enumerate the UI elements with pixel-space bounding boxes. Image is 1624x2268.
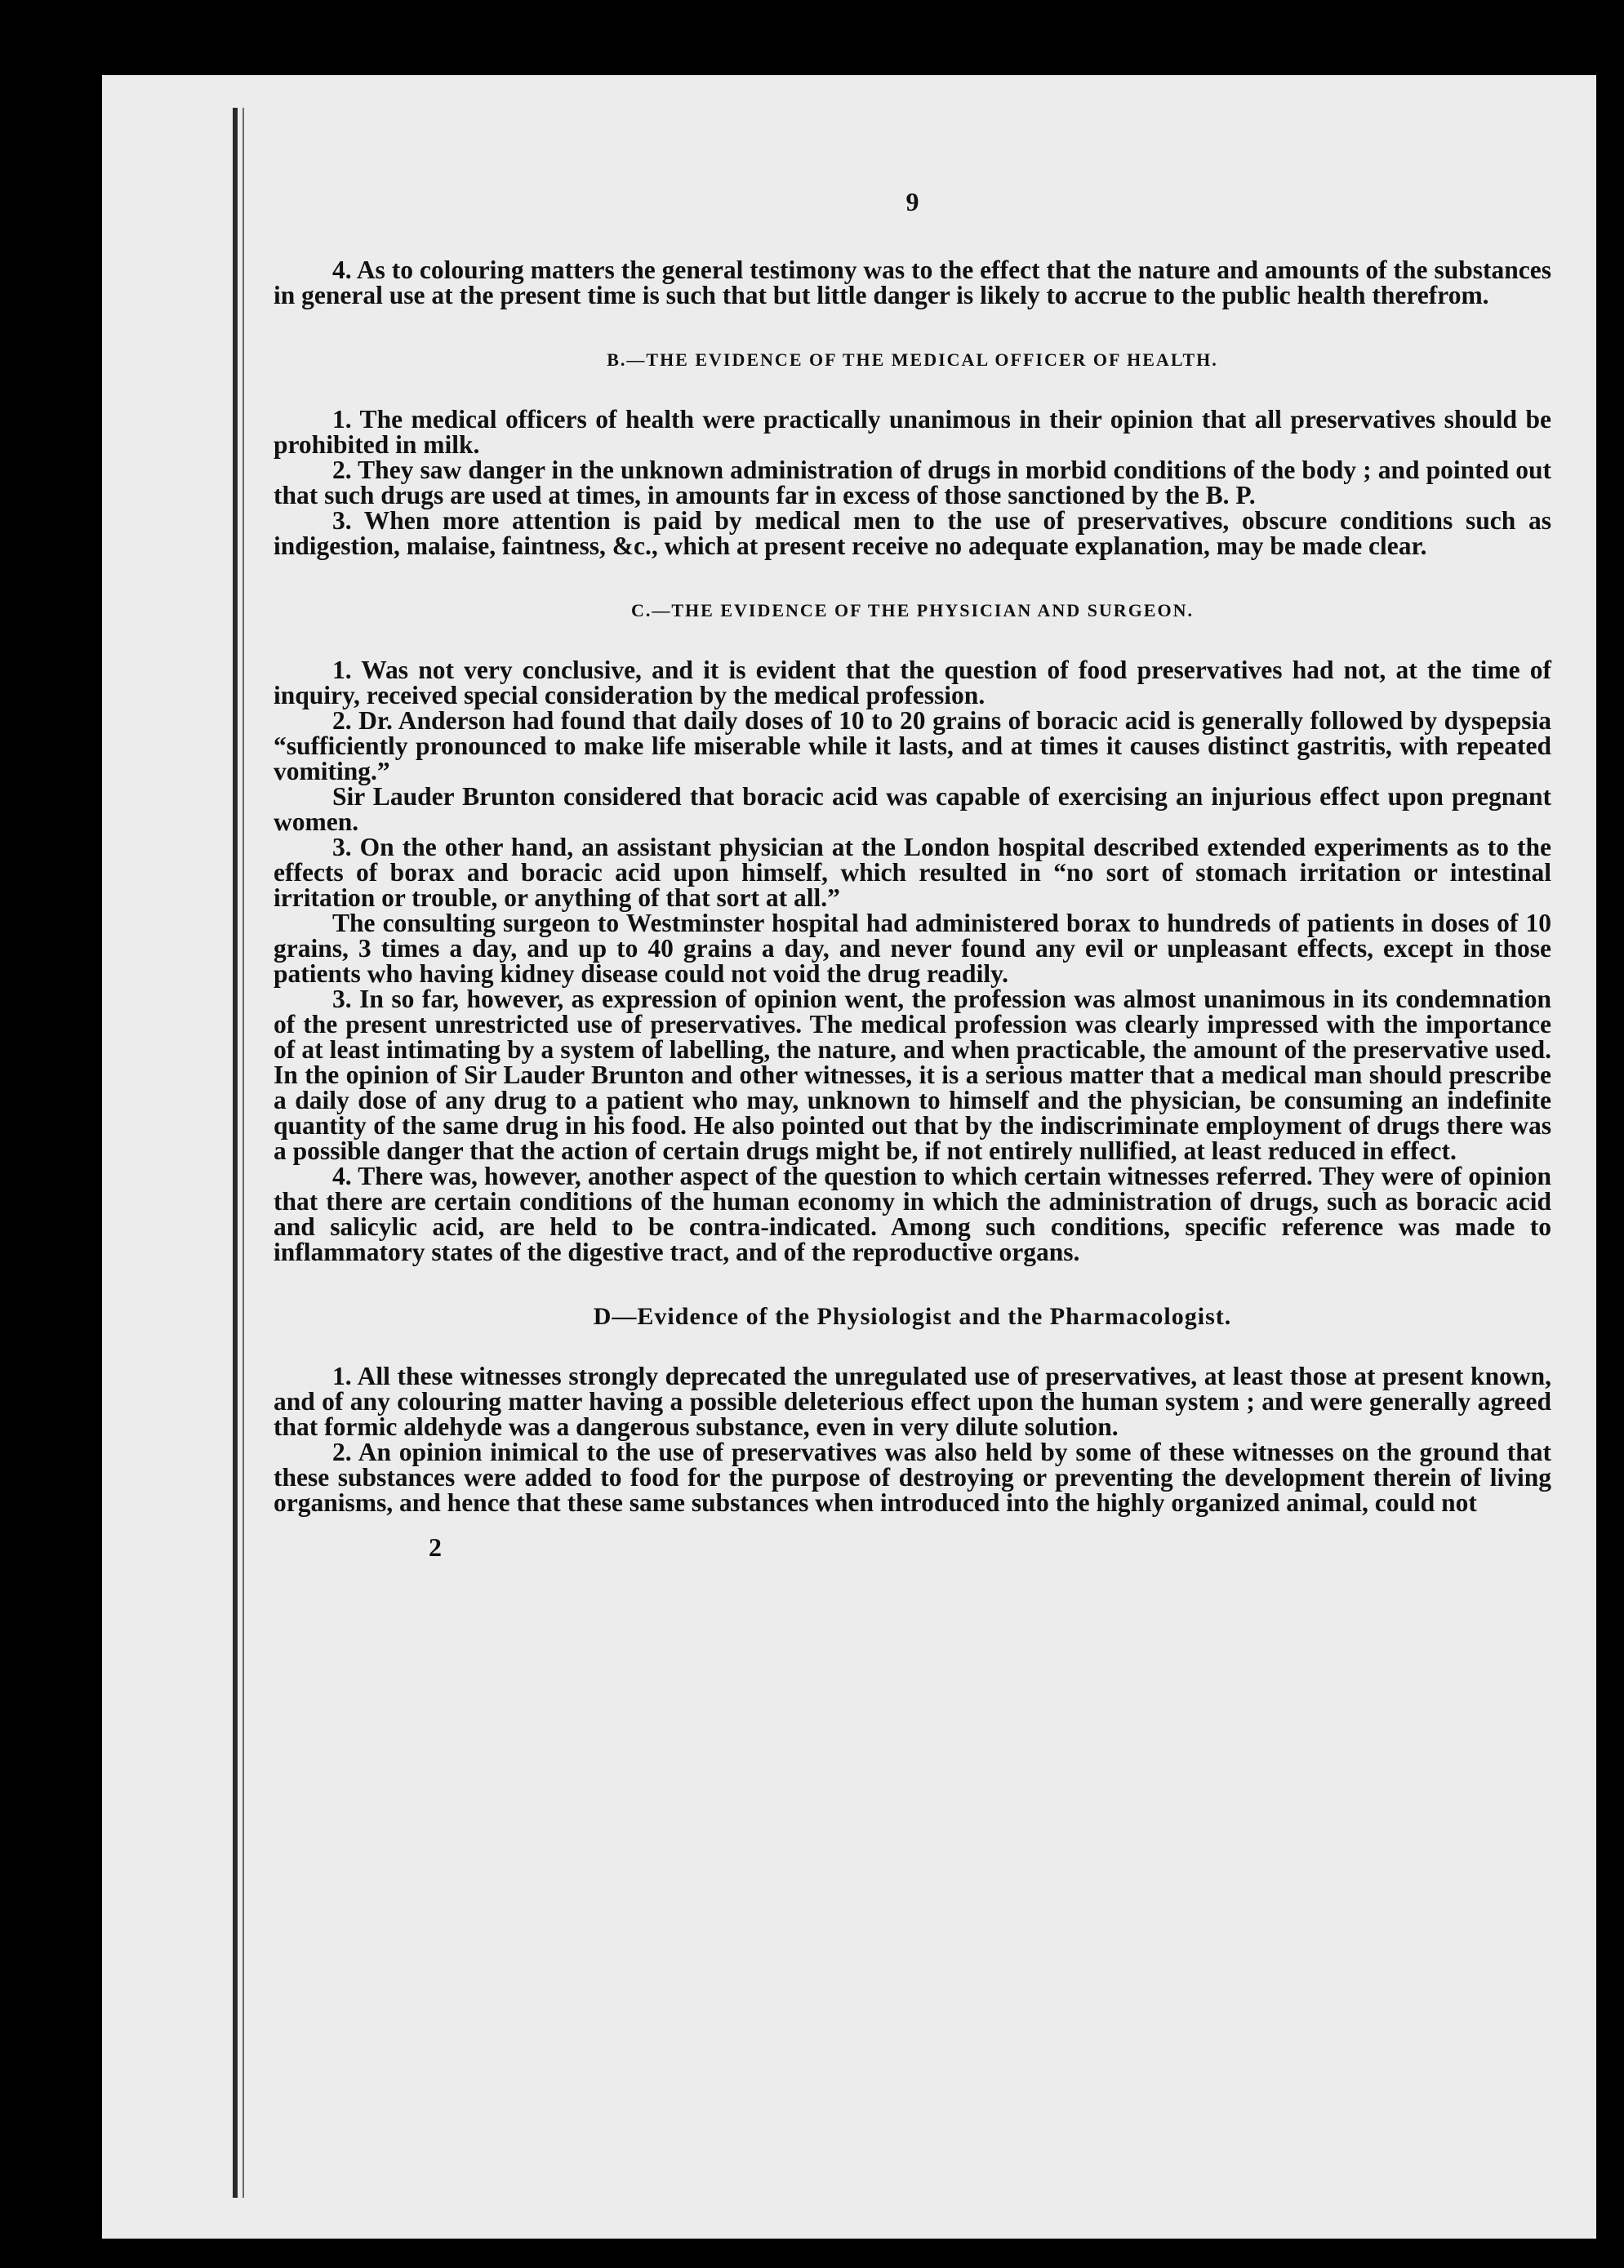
binding-edge-shadow bbox=[242, 108, 244, 2198]
section-b-paragraph: 1. The medical officers of health were practically unanimous in their opinion that all preservatives should be prohibited in milk. bbox=[274, 405, 1551, 459]
signature-mark: 2 bbox=[429, 1532, 442, 1562]
page-number: 9 bbox=[905, 187, 919, 216]
section-d-paragraph: 2. An opinion inimical to the use of preservatives was also held by some of these witnesses on the ground that these substances were added to food for the purpose of destroying or preventing the development therein of living organisms, and hence that these same substances when introduced into the highly organized animal, could not bbox=[274, 1438, 1551, 1517]
section-c-paragraph: 1. Was not very conclusive, and it is evident that the question of food preservatives had not, at the time of inquiry, received special consideration by the medical profession. bbox=[274, 656, 1551, 709]
section-d-paragraph: 1. All these witnesses strongly deprecated the unregulated use of preservatives, at least those at present known, and of any colouring matter having a possible deleterious effect upon the human system ; and were generally agreed that formic aldehyde was a dangerous substance, even in very dilute solution. bbox=[274, 1362, 1551, 1441]
section-d-heading: D—Evidence of the Physiologist and the Pharmacologist. bbox=[593, 1303, 1232, 1330]
section-c-paragraph: Sir Lauder Brunton considered that boracic acid was capable of exercising an injurious effect upon pregnant women. bbox=[274, 782, 1551, 836]
binding-edge bbox=[233, 108, 238, 2198]
section-b-paragraph: 3. When more attention is paid by medical men to the use of preservatives, obscure conditions such as indigestion, malaise, faintness, &c., which at present receive no adequate explanation, may be made clear. bbox=[274, 506, 1551, 560]
section-c-paragraph: 3. On the other hand, an assistant physician at the London hospital described extended experiments as to the effects of borax and boracic acid upon himself, which resulted in “no sort of stomach irritation or intestinal irritation or trouble, or anything of that sort at all.” bbox=[274, 833, 1551, 912]
paragraph-colouring-matters: 4. As to colouring matters the general testimony was to the effect that the nature and amounts of the substances in general use at the present time is such that but little danger is likely to accrue to the public health therefrom. bbox=[274, 256, 1551, 309]
scanned-page bbox=[102, 75, 1596, 2239]
section-c-paragraph: 3. In so far, however, as expression of opinion went, the profession was almost unanimous in its condemnation of the present unrestricted use of preservatives. The medical profession was clearly impressed with the importance of at least intimating by a system of labelling, the nature, and when practicable, the amount of the preservative used. In the opinion of Sir Lauder Brunton and other witnesses, it is a serious matter that a medical man should prescribe a daily dose of any drug to a patient who may, unknown to himself and the physician, be consuming an indefinite quantity of the same drug in his food. He also pointed out that by the indiscriminate employment of drugs there was a possible danger that the action of certain drugs might be, if not entirely nullified, at least reduced in effect. bbox=[274, 985, 1551, 1165]
section-c-paragraph: 4. There was, however, another aspect of the question to which certain witnesses referred. They were of opinion that there are certain conditions of the human economy in which the administration of drugs, such as boracic acid and salicylic acid, are held to be contra-indicated. Among such conditions, specific reference was made to inflammatory states of the digestive tract, and of the reproductive organs. bbox=[274, 1162, 1551, 1266]
section-c-paragraph: 2. Dr. Anderson had found that daily doses of 10 to 20 grains of boracic acid is generally followed by dyspepsia “sufficiently pronounced to make life miserable while it lasts, and at times it causes distinct gastritis, with repeated vomiting.” bbox=[274, 706, 1551, 785]
section-b-paragraph: 2. They saw danger in the unknown administration of drugs in morbid conditions of the body ; and pointed out that such drugs are used at times, in amounts far in excess of those sanctioned by the B. P. bbox=[274, 456, 1551, 509]
section-c-paragraph: The consulting surgeon to Westminster hospital had administered borax to hundreds of patients in doses of 10 grains, 3 times a day, and up to 40 grains a day, and never found any evil or unpleasant effects, except in those patients who having kidney disease could not void the drug readily. bbox=[274, 909, 1551, 988]
page-content bbox=[274, 189, 1551, 1560]
section-b-heading: B.—THE EVIDENCE OF THE MEDICAL OFFICER OF HEALTH. bbox=[607, 349, 1218, 370]
section-c-heading: C.—THE EVIDENCE OF THE PHYSICIAN AND SURGEON. bbox=[631, 600, 1194, 620]
